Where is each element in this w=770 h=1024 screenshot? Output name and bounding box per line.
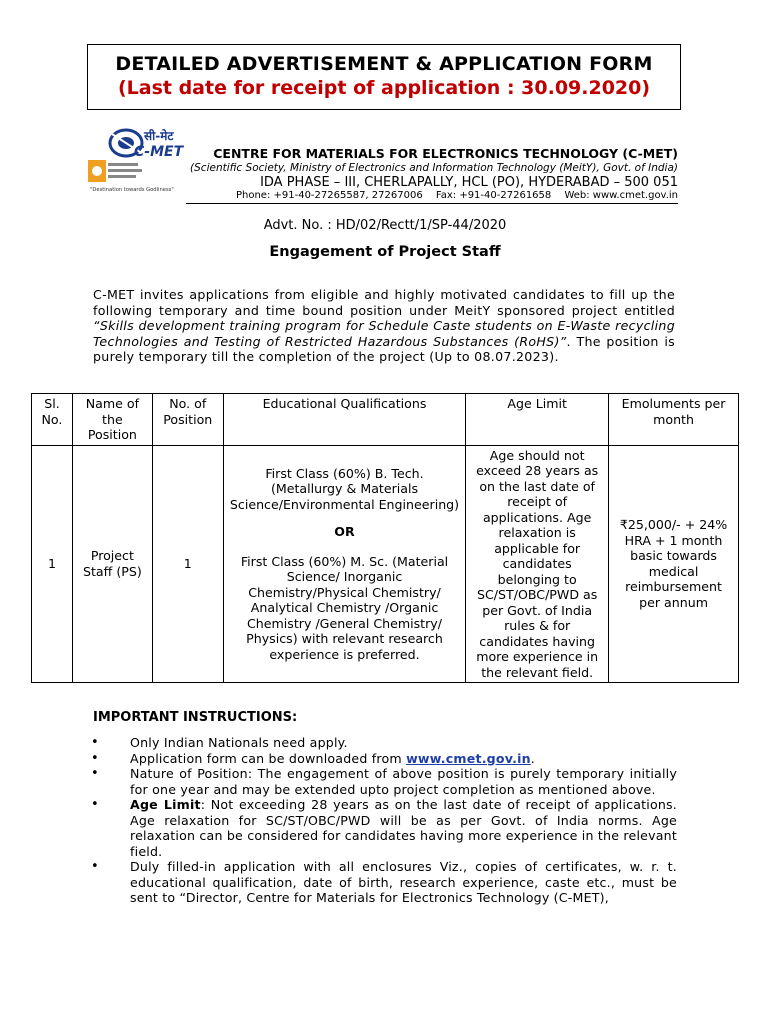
page-title: DETAILED ADVERTISEMENT & APPLICATION FORM [115, 53, 653, 75]
org-phone: Phone: +91-40-27265587, 27267006 [235, 190, 423, 201]
org-subtitle: (Scientific Society, Ministry of Electronics and Information Technology (MeitY), Govt. of India) [190, 162, 678, 174]
intro-text-1: C-MET invites applications from eligible and highly motivated candidates to fill up the following temporary and time bound position under MeitY sponsored project entitled [93, 287, 675, 318]
list-item [93, 751, 677, 767]
position-table [31, 393, 739, 683]
list-item: • Duly filled-in application with all enclosures Viz., copies of certificates, w. r. t. educational qualification, date of birth, research experience, caste etc., must be sent to “Director, Centre for Materials for Electronics Technology (C-MET), [93, 859, 677, 906]
instructions-list [93, 735, 677, 906]
logo-text: C-MET [134, 144, 184, 160]
header-sl-no: Sl. No. [32, 394, 73, 446]
org-fax: Fax: +91-40-27261658 [435, 190, 552, 201]
header-qualifications: Educational Qualifications [223, 394, 466, 446]
qualification-option-2: First Class (60%) M. Sc. (Material Science/ Inorganic Chemistry/Physical Chemistry/ Analytical Chemistry /Organic Chemistry /General Chemistry/ Physics) with relevant research experience is preferred. [240, 553, 449, 662]
cell-qualifications [223, 445, 466, 683]
emblem-tagline: "Destination towards Godliness" [90, 187, 174, 193]
header-age-limit: Age Limit [466, 394, 609, 446]
instruction-download-text: Application form can be downloaded from [130, 750, 407, 766]
last-date-notice: (Last date for receipt of application : 30.09.2020) [117, 77, 651, 99]
header-position-count: No. of Position [152, 394, 223, 446]
list-item: • Only Indian Nationals need apply. [93, 735, 677, 751]
header-emoluments: Emoluments per month [609, 394, 739, 446]
org-web: Web: www.cmet.gov.in [564, 190, 678, 201]
title-box [87, 44, 681, 110]
intro-paragraph [93, 287, 675, 365]
logo-hindi-text: सी-मेट [144, 129, 174, 143]
org-name: CENTRE FOR MATERIALS FOR ELECTRONICS TECHNOLOGY (C-MET) [213, 146, 678, 161]
qualification-or: OR [334, 524, 355, 539]
instructions-title: IMPORTANT INSTRUCTIONS: [93, 710, 298, 725]
website-link[interactable]: www.cmet.gov.in [406, 750, 531, 766]
section-heading: Engagement of Project Staff [269, 244, 501, 260]
cell-position-name: Project Staff (PS) [72, 445, 152, 683]
header-position-name: Name of the Position [72, 394, 152, 446]
org-address: IDA PHASE – III, CHERLAPALLY, HCL (PO), HYDERABAD – 500 051 [260, 175, 678, 190]
cmet-logo [108, 126, 184, 160]
cell-sl-no: 1 [32, 445, 73, 683]
header-divider [186, 203, 678, 204]
table-header-row [32, 394, 739, 446]
list-item [93, 797, 677, 859]
qualification-option-1: First Class (60%) B. Tech. (Metallurgy & Materials Science/Environmental Engineering) [229, 465, 460, 512]
instruction-download-end: . [530, 750, 536, 766]
cell-age-limit: Age should not exceed 28 years as on the last date of receipt of applications. Age relaxation is applicable for candidates belonging to SC/ST/OBC/PWD as per Govt. of India rules & for candidates having more experience in the relevant field. [466, 445, 609, 683]
advt-number: Advt. No. : HD/02/Rectt/1/SP-44/2020 [263, 218, 507, 233]
org-contact [186, 190, 678, 201]
project-title: “Skills development training program for Schedule Caste students on E-Waste recycling Technologies and Testing of Restricted Hazardous Substances (RoHS)” [93, 318, 675, 349]
cell-emoluments: ₹25,000/- + 24% HRA + 1 month basic towards medical reimbursement per annum [609, 445, 739, 683]
emblem-logo [88, 160, 174, 194]
intro-text-2: . The position is purely temporary till the completion of the project (Up to 08.07.2023). [93, 333, 675, 364]
cell-position-count: 1 [152, 445, 223, 683]
age-limit-text: : Not exceeding 28 years as on the last date of receipt of applications. Age relaxation for SC/ST/OBC/PWD will be as per Govt. of India norms. Age relaxation can be considered for candidates having more experience in the relevant field. [130, 797, 678, 859]
table-row [32, 445, 739, 683]
age-limit-label: Age Limit [130, 797, 201, 812]
list-item: • Nature of Position: The engagement of above position is purely temporary initially for one year and may be extended upto project completion as mentioned above. [93, 766, 677, 797]
